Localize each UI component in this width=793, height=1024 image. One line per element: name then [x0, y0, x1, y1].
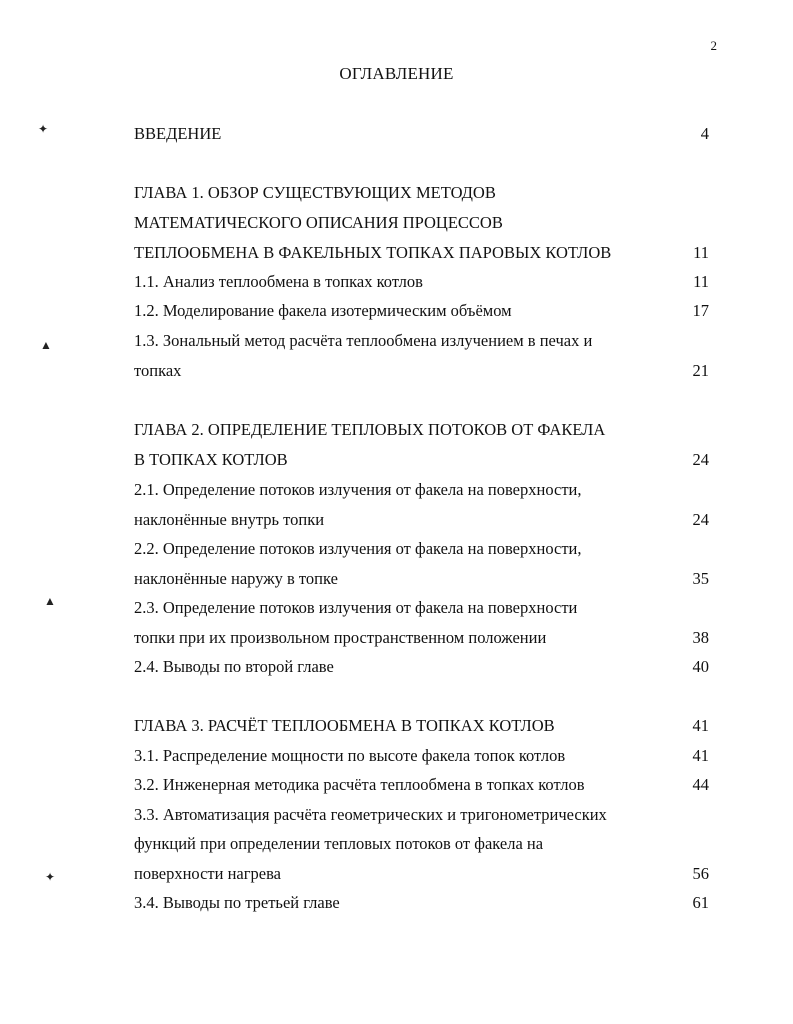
toc-section-1-3-line-1: 1.3. Зональный метод расчёта теплообмена излучением в печах и [134, 331, 593, 350]
page-number: 2 [710, 38, 717, 53]
toc-section-2-1-line-2: наклонённые внутрь топки [134, 510, 325, 529]
toc-section-1-3-line-2: топках [134, 361, 182, 380]
scan-mark-icon: ✦ [45, 870, 56, 884]
toc-page-section-3-3: 56 [692, 864, 709, 883]
toc-section-2-3-line-1: 2.3. Определение потоков излучения от факела на поверхности [134, 598, 578, 617]
toc-section-3-4: 3.4. Выводы по третьей главе [134, 893, 340, 912]
toc-section-2-2-line-1: 2.2. Определение потоков излучения от факела на поверхности, [134, 539, 582, 558]
toc-section-2-2-line-2: наклонённые наружу в топке [134, 569, 338, 588]
toc-page-section-1-2: 17 [692, 301, 709, 320]
toc-page-section-2-1: 24 [692, 510, 709, 529]
toc-page-section-1-3: 21 [692, 361, 709, 380]
toc-section-2-1-line-1: 2.1. Определение потоков излучения от факела на поверхности, [134, 480, 582, 499]
toc-page-chapter-1: 11 [693, 243, 709, 262]
toc-page-section-3-4: 61 [692, 893, 709, 912]
toc-section-1-2: 1.2. Моделирование факела изотермическим объёмом [134, 301, 512, 320]
toc-section-2-3-line-2: топки при их произвольном пространственном положении [134, 628, 547, 647]
toc-section-3-3-line-2: функций при определении тепловых потоков от факела на [134, 834, 544, 853]
toc-chapter-1-line-2: МАТЕМАТИЧЕСКОГО ОПИСАНИЯ ПРОЦЕССОВ [134, 213, 503, 232]
toc-chapter-1-line-3: ТЕПЛООБМЕНА В ФАКЕЛЬНЫХ ТОПКАХ ПАРОВЫХ КОТЛОВ [134, 243, 612, 262]
scan-mark-icon: ✦ [38, 122, 49, 136]
toc-page-section-3-2: 44 [692, 775, 709, 794]
toc-page-intro: 4 [700, 124, 709, 143]
scan-mark-icon: ▲ [40, 338, 52, 352]
toc-page-section-2-2: 35 [692, 569, 709, 588]
toc-section-1-1: 1.1. Анализ теплообмена в топках котлов [134, 272, 423, 291]
toc-chapter-2-line-1: ГЛАВА 2. ОПРЕДЕЛЕНИЕ ТЕПЛОВЫХ ПОТОКОВ ОТ ФАКЕЛА [134, 420, 606, 439]
toc-section-3-1: 3.1. Распределение мощности по высоте факела топок котлов [134, 746, 566, 765]
toc-section-3-3-line-1: 3.3. Автоматизация расчёта геометрических и тригонометрических [134, 805, 607, 824]
toc-page-section-1-1: 11 [693, 272, 709, 291]
toc-page-section-3-1: 41 [692, 746, 709, 765]
toc-chapter-3: ГЛАВА 3. РАСЧЁТ ТЕПЛООБМЕНА В ТОПКАХ КОТЛОВ [134, 716, 555, 735]
toc-section-2-4: 2.4. Выводы по второй главе [134, 657, 334, 676]
toc-page-chapter-2: 24 [692, 450, 709, 469]
toc-section-3-3-line-3: поверхности нагрева [134, 864, 281, 883]
toc-chapter-1-line-1: ГЛАВА 1. ОБЗОР СУЩЕСТВУЮЩИХ МЕТОДОВ [134, 183, 496, 202]
toc-page-section-2-3: 38 [692, 628, 709, 647]
toc-page-section-2-4: 40 [692, 657, 709, 676]
toc-page-chapter-3: 41 [692, 716, 709, 735]
toc-chapter-2-line-2: В ТОПКАХ КОТЛОВ [134, 450, 288, 469]
toc-entry-intro: ВВЕДЕНИЕ [134, 124, 222, 143]
toc-section-3-2: 3.2. Инженерная методика расчёта теплообмена в топках котлов [134, 775, 585, 794]
scan-mark-icon: ▲ [44, 594, 56, 608]
page-title: ОГЛАВЛЕНИЕ [339, 64, 454, 83]
